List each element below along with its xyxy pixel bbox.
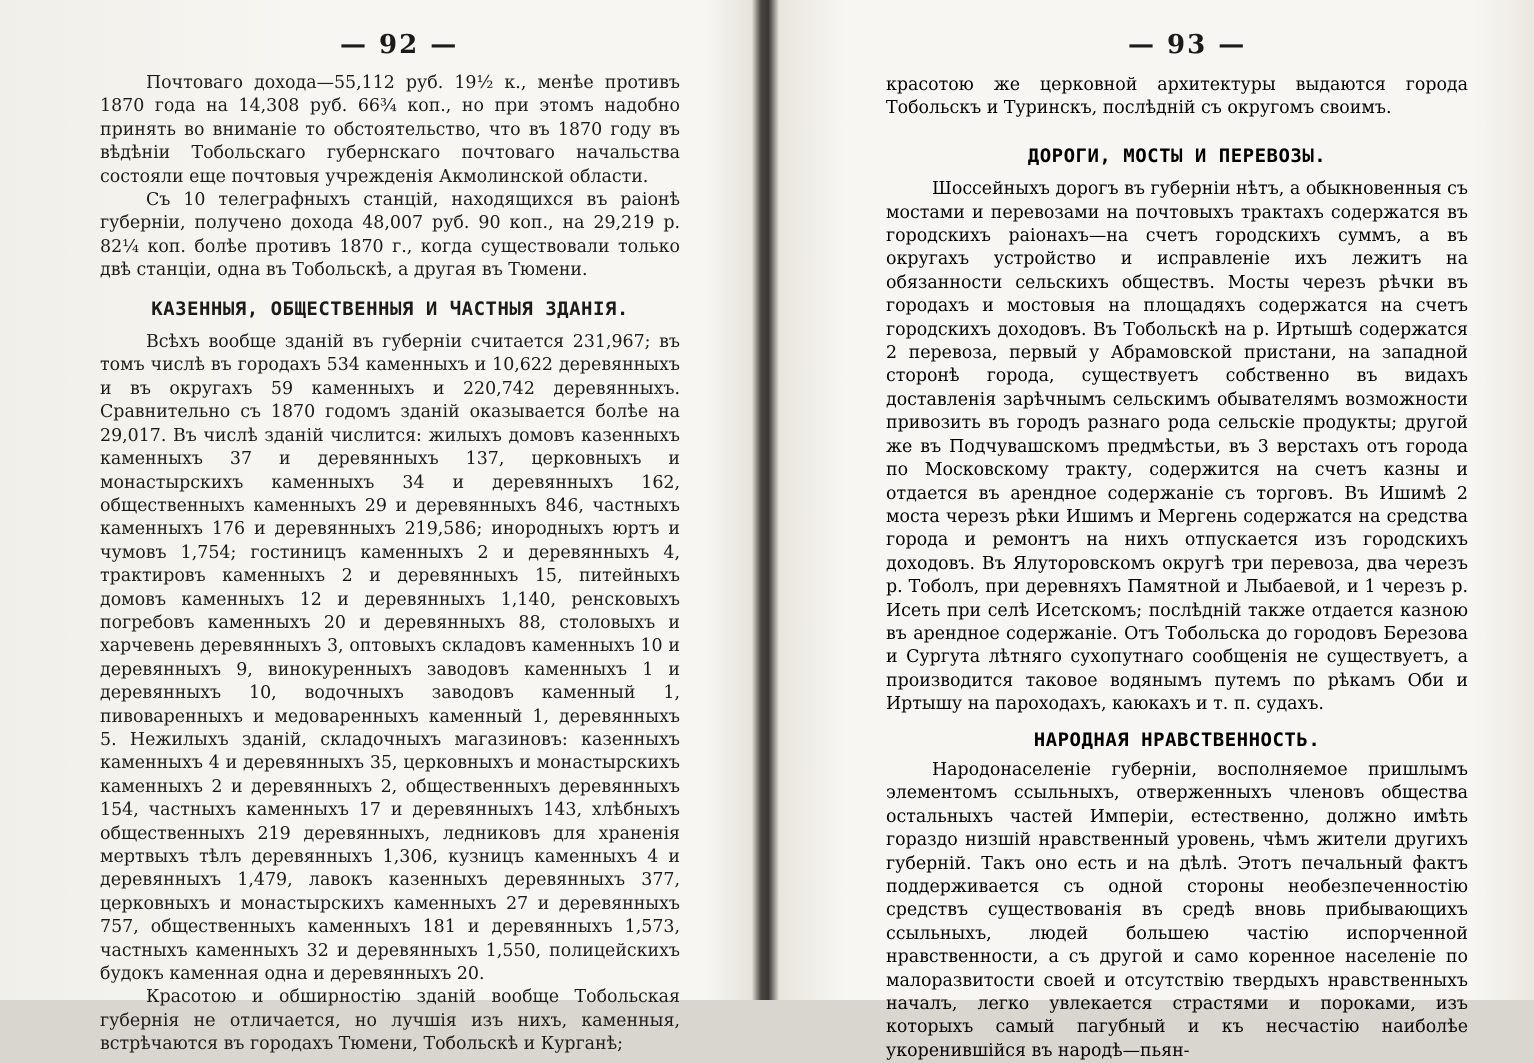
section-heading-morals: НАРОДНАЯ НРАВСТВЕННОСТЬ. [1033, 728, 1321, 751]
section-heading-roads: ДОРОГИ, МОСТЫ И ПЕРЕВОЗЫ. [1027, 144, 1327, 167]
paragraph-continued: красотою же церковной архитектуры выдаются города Тобольскъ и Туринскъ, послѣдній съ округомъ своимъ. [886, 75, 1468, 119]
paragraph-telegraph-revenue: Съ 10 телеграфныхъ станцій, находящихся въ раіонѣ губерніи, получено дохода 48,007 руб. 90 коп., на 29,219 р. 82¼ коп. болѣе противъ 1870 г., когда существовали только двѣ станціи, одна въ Тобольскѣ, а другая въ Тюмени. [100, 190, 680, 281]
paragraph-postal-revenue: Почтоваго дохода—55,112 руб. 19½ к., менѣе противъ 1870 года на 14,308 руб. 66¾ коп., но при этомъ надобно принять во вниманіе то обстоятельство, что въ 1870 году въ вѣдѣніи Тобольскаго губернскаго почтоваго начальства состояли еще почтовыя учрежденія Акмолинской области. [100, 73, 680, 187]
paragraph-morals: Народонаселеніе губерніи, восполняемое пришлымъ элементомъ ссыльныхъ, отверженныхъ членовъ общества остальныхъ частей Имперіи, естественно, должно имѣть гораздо низшій нравственный уровень, чѣмъ жители другихъ губерній. Такъ оно есть и на дѣлѣ. Этотъ печальный фактъ поддерживается съ одной стороны необезпеченностію средствъ существованія въ средѣ вновь прибывающихъ ссыльныхъ, людей большею частію испорченной нравственности, а съ другой и само коренное населеніе по малоразвитости своей и отсутствію твердыхъ нравственныхъ началъ, легко увлекается страстями и пороками, изъ которыхъ самый пагубный и къ несчастію наиболѣе укоренившійся въ народѣ—пьян- [886, 759, 1468, 1061]
page-number: — 92 — [340, 30, 459, 60]
section-heading-buildings: КАЗЕННЫЯ, ОБЩЕСТВЕННЫЯ И ЧАСТНЫЯ ЗДАНІЯ. [151, 297, 629, 320]
paragraph-buildings-beauty: Красотою и обширностію зданій вообще Тобольская губернія не отличается, но лучшія изъ нихъ, каменныя, встрѣчаются въ городахъ Тюмени, Тобольскѣ и Курганѣ; [100, 987, 680, 1055]
paragraph-buildings-count: Всѣхъ вообще зданій въ губерніи считается 231,967; въ томъ числѣ въ городахъ 534 каменныхъ и 10,622 деревянныхъ и въ округахъ 59 каменныхъ и 220,742 деревянныхъ. Сравнительно съ 1870 годомъ зданій оказывается болѣе на 29,017. Въ числѣ зданій числится: жилыхъ домовъ казенныхъ каменныхъ 37 и деревянныхъ 137, церковныхъ и монастырскихъ каменныхъ 34 и деревянныхъ 162, общественныхъ каменныхъ 29 и деревянныхъ 846, частныхъ каменныхъ 176 и деревянныхъ 219,586; инородныхъ юртъ и чумовъ 1,754; гостиницъ каменныхъ 2 и деревянныхъ 4, трактировъ каменныхъ 2 и деревянныхъ 15, питейныхъ домовъ каменныхъ 12 и деревянныхъ 1,140, ренсковыхъ погребовъ каменныхъ 20 и деревянныхъ 88, столовыхъ и харчевень деревянныхъ 3, оптовыхъ складовъ каменныхъ 10 и деревянныхъ 9, винокуренныхъ заводовъ каменныхъ 1 и деревянныхъ 10, водочныхъ заводовъ каменный 1, пивоваренныхъ и медоваренныхъ каменный 1, деревянныхъ 5. Нежилыхъ зданій, складочныхъ магазиновъ: казенныхъ каменныхъ 4 и деревянныхъ 35, церковныхъ и монастырскихъ каменныхъ 2 и деревянныхъ 2, общественныхъ деревянныхъ 154, частныхъ каменныхъ 17 и деревянныхъ 143, хлѣбныхъ общественныхъ 219 деревянныхъ, ледниковъ для храненія мертвыхъ тѣлъ деревянныхъ 1,306, кузницъ каменныхъ 4 и деревянныхъ 1,479, лавокъ казенныхъ деревянныхъ 377, церковныхъ и монастырскихъ каменныхъ 27 и деревянныхъ 757, общественныхъ каменныхъ 181 и деревянныхъ 1,573, частныхъ каменныхъ 32 и деревянныхъ 1,550, полицейскихъ будокъ каменная одна и деревянныхъ 20. [100, 332, 680, 985]
page-number: — 93 — [1128, 30, 1247, 60]
left-page [0, 0, 762, 1055]
page-body [100, 72, 680, 1057]
paragraph-roads: Шоссейныхъ дорогъ въ губерніи нѣтъ, а обыкновенныя съ мостами и перевозами на почтовыхъ трактахъ содержатся въ городскихъ раіонахъ—на счетъ городскихъ суммъ, а въ округахъ устройство и исправленіе ихъ лежитъ на обязанности сельскихъ обществъ. Мосты черезъ рѣчки въ городахъ и мостовыя на площадяхъ содержатся на счетъ городскихъ доходовъ. Въ Тобольскѣ на р. Иртышѣ содержатся 2 перевоза, первый у Абрамовской пристани, на западной сторонѣ города, существуетъ собственно въ видахъ доставленія зарѣчнымъ сельскимъ обывателямъ возможности привозить въ городъ разнаго рода сельскіе продукты; другой же въ Подчувашскомъ предмѣстьи, въ 3 верстахъ отъ города по Московскому тракту, содержится на счетъ казны и отдается въ арендное содержаніе съ торговъ. Въ Ишимѣ 2 моста черезъ рѣки Ишимъ и Мергень содержатся на средства города и ремонтъ на нихъ отпускается изъ городскихъ доходовъ. Въ Ялуторовскомъ округѣ три перевоза, два черезъ р. Тоболъ, при деревняхъ Памятной и Лыбаевой, и 1 черезъ р. Исеть при селѣ Исетскомъ; послѣдній также отдается казною въ арендное содержаніе. Отъ Тобольска до городовъ Березова и Сургута лѣтняго сухопутнаго сообщенія не существуетъ, а производится таковое водянымъ путемъ по рѣкамъ Оби и Иртышу на пароходахъ, каюкахъ и т. п. судахъ. [886, 179, 1468, 715]
page-body [886, 74, 1468, 1063]
